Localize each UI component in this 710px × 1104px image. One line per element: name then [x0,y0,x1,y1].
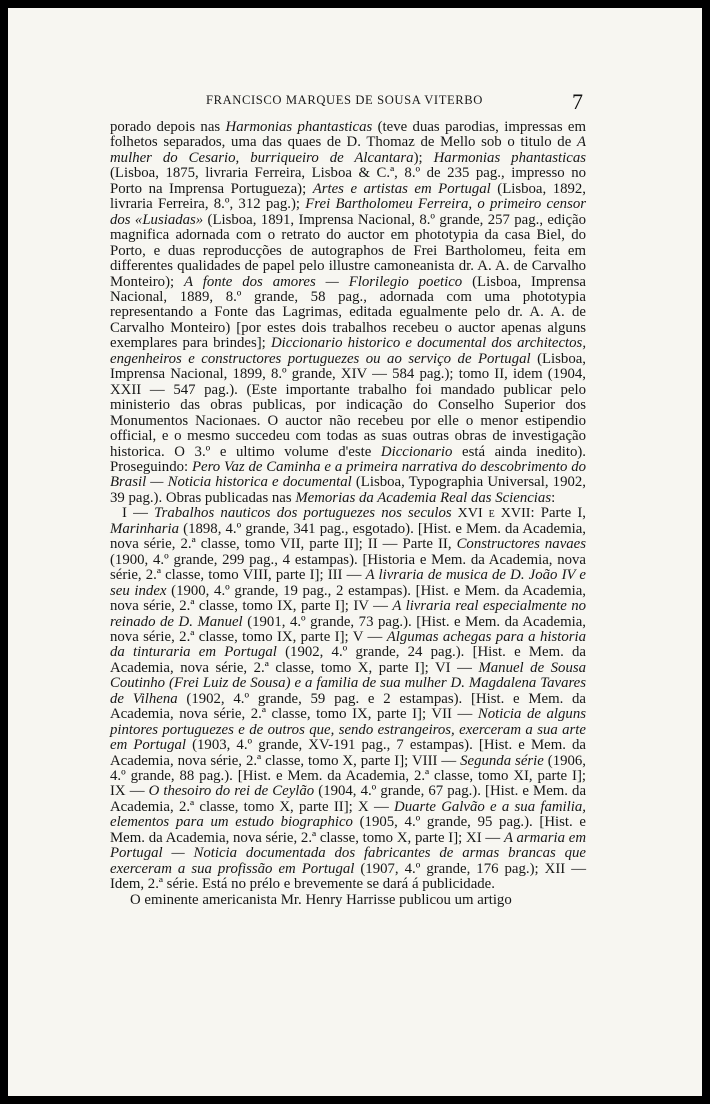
text-run: (1903, 4.º grande, XV-191 pag., 7 estampas). [Hist. e Mem. da Academia, nova série, 2.ª classe, tomo X, parte I]; VIII — [110,737,586,769]
text-run: (1904, 4.º grande, 67 pag.). [Hist. e Mem. da Academia, 2.ª classe, tomo X, parte II]; X — [110,783,587,815]
text-run: (1901, 4.º grande, 73 pag.). [Hist. e Mem. da Academia, nova série, 2.ª classe, tomo IX, parte I]; V — [110,613,586,645]
text-run: (Lisboa, Typographia Universal, 1902, 39 pag.). Obras publicadas nas [110,474,586,506]
text-run: : Parte I, [530,505,587,522]
italic-run: Frei Bartholomeu Ferreira, o primeiro censor dos «Lusiadas» [110,196,586,228]
italic-run: Memorias da Academia Real das Sciencias [295,489,552,506]
running-head: FRANCISCO MARQUES DE SOUSA VITERBO [206,93,483,107]
italic-run: Harmonias phantasticas [225,119,373,135]
text-run: (Lisboa, 1892, livraria Ferreira, 8.º, 312 pag.); [110,180,586,213]
italic-run: Artes e artistas em Portugal [312,180,491,197]
paragraph [110,120,586,506]
paragraph [110,893,586,908]
text-run: (1902, 4.º grande, 24 pag.). [Hist. e Mem. da Academia, nova série, 2.ª classe, tomo X, parte I]; VI — [110,644,586,676]
text-run: : [551,489,556,506]
text-run: (Lisboa, 1875, livraria Ferreira, Lisboa & C.ª, 8.º de 235 pag., impresso no Porto na Imprensa Portugueza); [110,165,586,197]
italic-run: Diccionario [380,443,453,460]
document-page [8,8,702,1096]
text-run: I — [122,505,155,522]
text-run: (1898, 4.º grande, 341 pag., esgotado). [Hist. e Mem. da Academia, nova série, 2.ª classe, tomo VII, parte II]; II — Parte II, [110,520,586,553]
text-run: (1902, 4.º grande, 59 pag. e 2 estampas). [Hist. e Mem. da Academia, nova série, 2.ª classe, tomo IX, parte I]; VII — [110,690,586,723]
italic-run: Marinharia [110,520,180,537]
text-run: (1900, 4.º grande, 299 pag., 4 estampas). [Historia e Mem. da Academia, nova série, 2.ª classe, tomo VIII, parte I]; III — [110,551,586,584]
page-header [8,89,702,114]
text-run: (1905, 4.º grande, 95 pag.). [Hist. e Mem. da Academia, nova série, 2.ª classe, tomo X, parte I]; XI — [110,814,586,846]
paragraph [110,506,586,892]
text-run: (1900, 4.º grande, 19 pag., 2 estampas). [Hist. e Mem. da Academia, nova série, 2.ª classe, tomo IX, parte I]; IV — [110,582,587,615]
text-run: (Lisboa, Imprensa Nacional, 1889, 8.º grande, 58 pag., adornada com uma phototypia representando a Fonte das Lagrimas, editada egualmente pelo dr. A. A. de Carvalho Monteiro) [por estes dois trabalhos recebeu o auctor apenas alguns exemplares para brindes]; [110,273,586,352]
text-run: XVI e XVII [451,505,531,522]
italic-run: A armaria em Portugal — Noticia documentada dos fabricantes de armas brancas que exerceram a sua profissão em Portugal [110,829,586,877]
text-run: está ainda inedito). Proseguindo: [110,443,586,475]
text-run: (1906, 4.º grande, 88 pag.). [Hist. e Mem. da Academia, 2.ª classe, tomo XI, parte I]; IX — [110,752,587,800]
italic-run: A livraria real especialmente no reinado de D. Manuel [110,598,586,630]
italic-run: Noticia de alguns pintores portuguezes e de outros que, sendo estrangeiros, exerceram a sua arte em Portugal [110,706,586,754]
italic-run: Constructores navaes [456,536,586,553]
italic-run: A livraria de musica de D. João IV e seu index [110,567,586,599]
italic-run: Duarte Galvão e a sua familia, elementos para um estudo biographico [110,798,586,831]
italic-run: Trabalhos nauticos dos portuguezes nos seculos [154,505,452,522]
text-run: (Lisboa, Imprensa Nacional, 1899, 8.º grande, XIV — 584 pag.); tomo II, idem (1904, XXII — 547 pag.). (Este importante trabalho foi mandado publicar pelo ministerio das obras publicas, por indicação do Conselho Superior dos Monumentos Nacionaes. O auctor não recebeu por elle o menor estipendio official, e o mesmo succedeu com todas as suas outras obras de investigação historica. O 3.º e ultimo volume d'este [110,350,586,460]
italic-run: Harmonias phantasticas [433,149,586,166]
italic-run: Diccionario historico e documental dos architectos, engenheiros e constructores portuguezes ou ao serviço de Portugal [110,335,587,367]
text-run: (teve duas parodias, impressas em folhetos separados, uma das quaes de D. Thomaz de Mello sob o titulo de [110,119,587,151]
text-run: porado depois nas [110,119,226,135]
italic-run: O thesoiro do rei de Ceylão [148,783,315,800]
italic-run: A fonte dos amores — Florilegio poetico [184,273,463,290]
italic-run: Manuel de Sousa Coutinho (Frei Luiz de Sousa) e a familia de sua mulher D. Magdalena Tavares de Vilhena [110,659,587,707]
text-run: O eminente americanista Mr. Henry Harrisse publicou um artigo [130,891,512,908]
italic-run: Pero Vaz de Caminha e a primeira narrativa do descobrimento do Brasil — Noticia historica e documental [110,458,587,491]
body-text [110,120,586,908]
italic-run: Algumas achegas para a historia da tinturaria em Portugal [110,628,586,661]
text-run: (1907, 4.º grande, 176 pag.); XII — Idem, 2.ª série. Está no prélo e brevemente se dará á publicidade. [110,860,586,893]
page-number: 7 [572,89,583,114]
text-run: ); [413,149,434,166]
text-run: (Lisboa, 1891, Imprensa Nacional, 8.º grande, 257 pag., edição magnifica adornada com o retrato do auctor em phototypia da casa Biel, do Porto, e duas reproducções de autographos de Frei Bartholomeu, feita em differentes qualidades de papel pelo illustre camoneanista dr. A. A. de Carvalho Monteiro); [110,211,586,290]
italic-run: Segunda série [460,752,544,769]
italic-run: A mulher do Cesario, burriqueiro de Alcantara [110,134,586,166]
